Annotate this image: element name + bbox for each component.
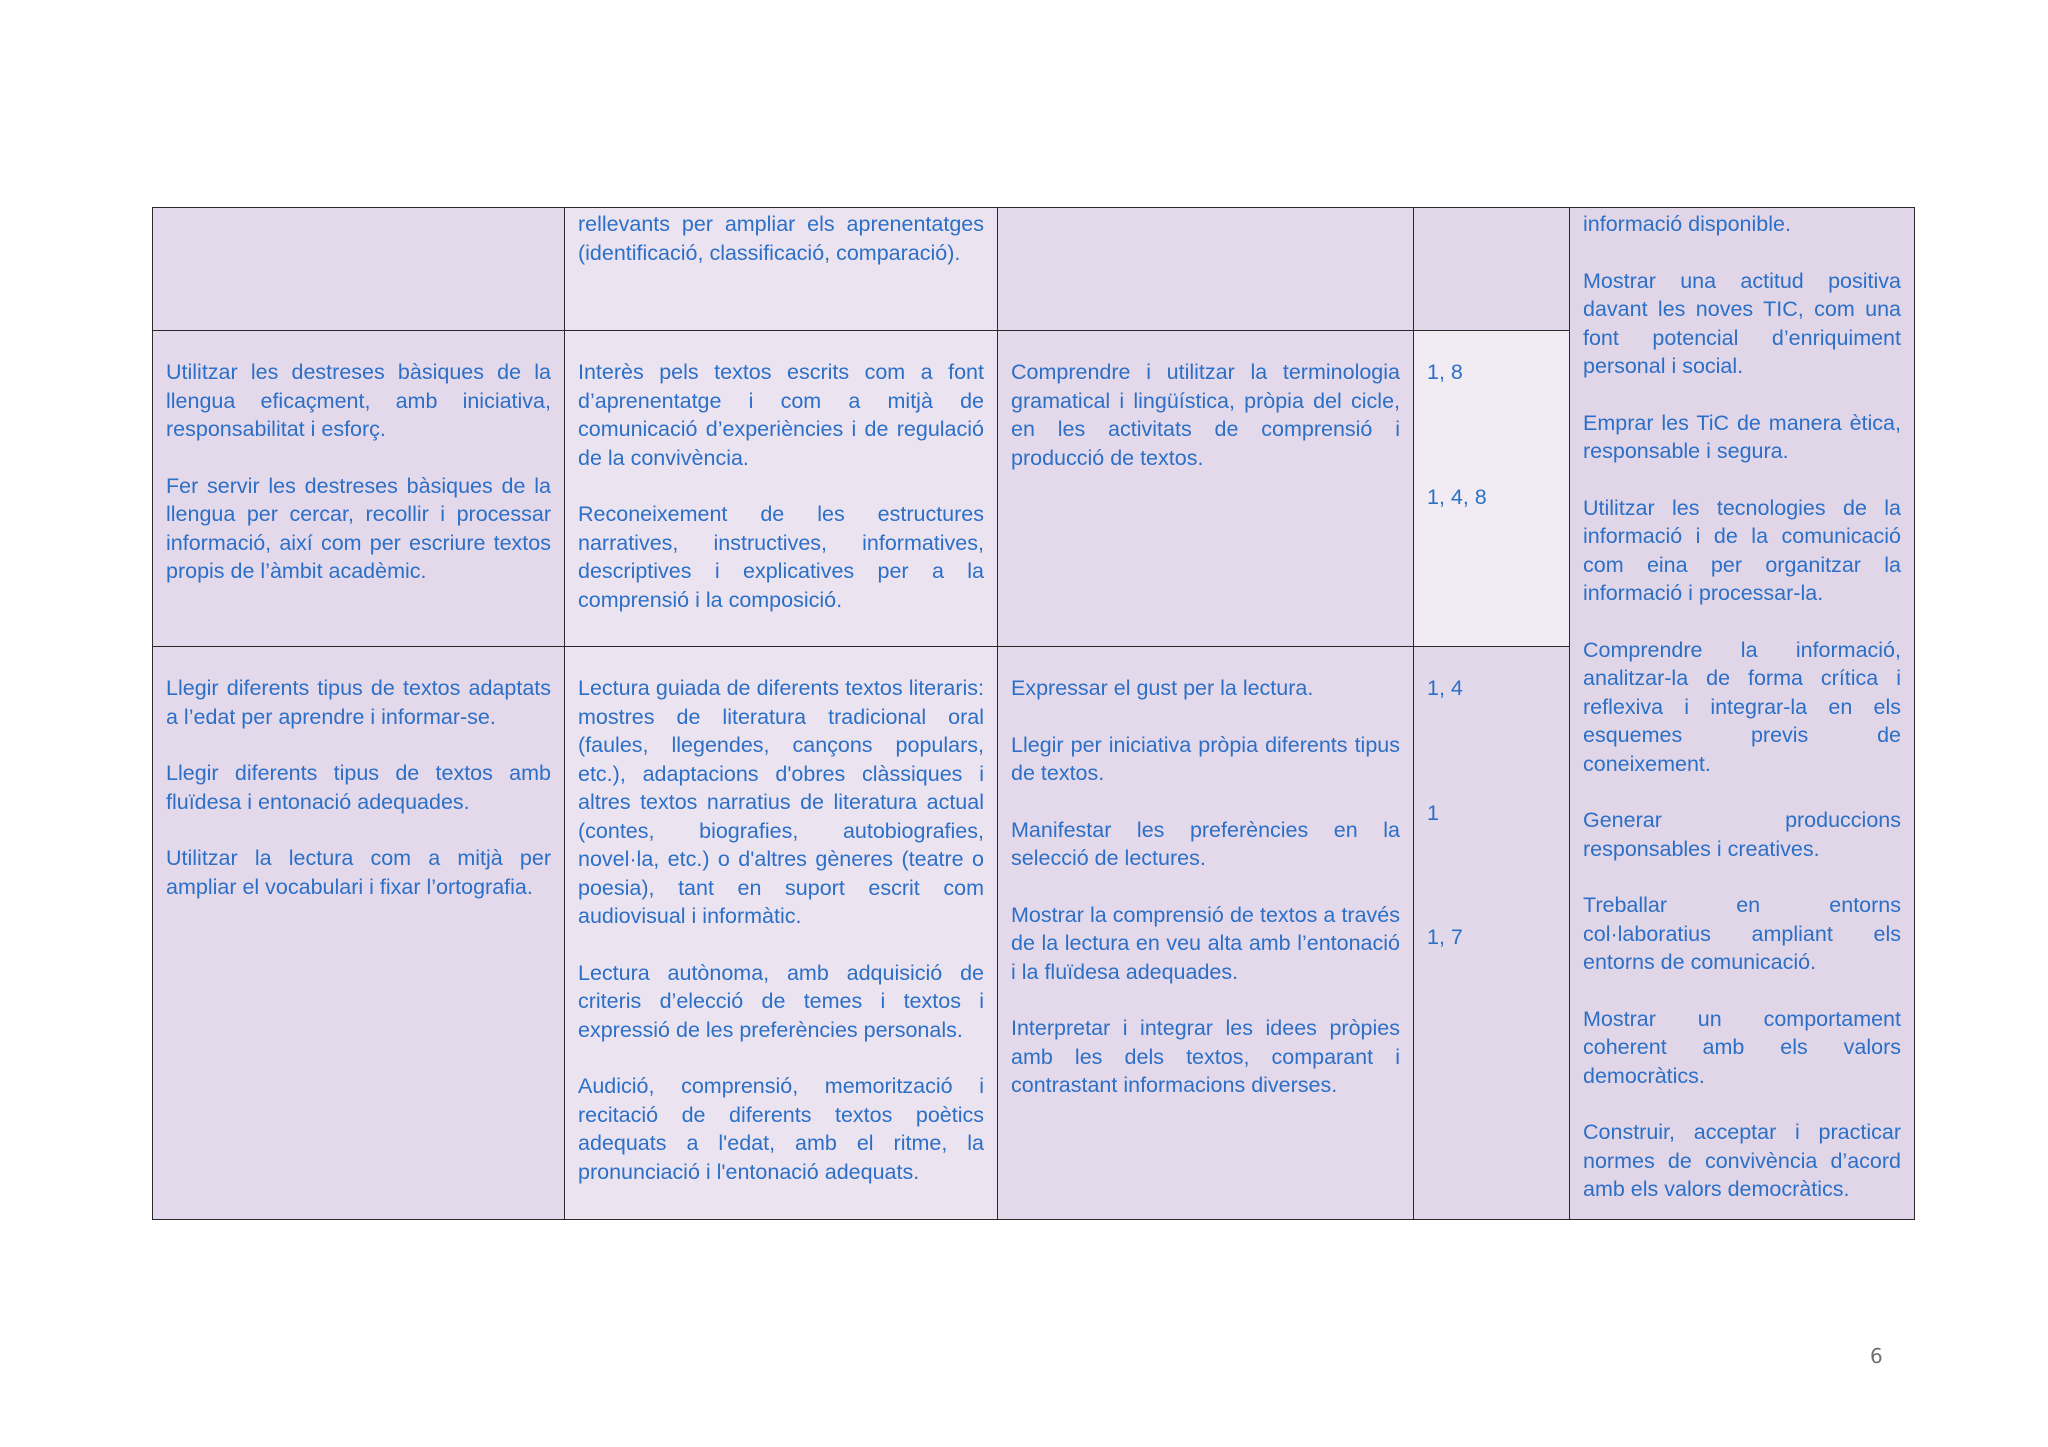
objectives-cell [153,331,565,647]
ict-text: Construir, acceptar i practicar normes de convivència d’acord amb els valors democràtics. [1583,1120,1901,1201]
contents-cell [565,208,998,331]
objective-text: Llegir diferents tipus de textos adaptats a l’edat per aprendre i informar-se. [166,676,551,729]
objective-text: Fer servir les destreses bàsiques de la llengua per cercar, recollir i processar informació, així com per escriure textos propis de l’àmbit acadèmic. [166,473,551,583]
content-text: Lectura autònoma, amb adquisició de criteris d’elecció de temes i textos i expressió de les preferències personals. [578,960,984,1042]
objectives-cell [153,647,565,1220]
criteria-text: Expressar el gust per la lectura. [1011,676,1314,700]
ict-competences-cell [1570,208,1915,1220]
content-text: rellevants per ampliar els aprenentatges (identificació, classificació, comparació). [578,212,984,265]
competence-numbers: 1, 4, 8 [1427,484,1487,509]
ict-text: Mostrar un comportament coherent amb els valors democràtics. [1583,1006,1901,1088]
competence-numbers: 1 [1427,800,1439,825]
ict-text: Comprendre la informació, analitzar-la de forma crítica i reflexiva i integrar-la en els esquemes previs de coneixement. [1583,637,1901,776]
criteria-cell [998,331,1414,647]
competences-cell [1414,331,1570,647]
ict-text: Emprar les TiC de manera ètica, responsable i segura. [1583,410,1901,463]
criteria-cell [998,647,1414,1220]
competences-cell [1414,208,1570,331]
table-row [153,208,1915,331]
criteria-text: Llegir per iniciativa pròpia diferents tipus de textos. [1011,732,1400,785]
competence-numbers: 1, 8 [1427,360,1463,384]
ict-text: Utilitzar les tecnologies de la informació i de la comunicació com eina per organitzar la informació i processar-la. [1583,495,1901,605]
contents-cell [565,331,998,647]
content-text: Audició, comprensió, memorització i recitació de diferents textos poètics adequats a l'edat, amb el ritme, la pronunciació i l'entonació adequats. [578,1074,984,1184]
content-text: Interès pels textos escrits com a font d’aprenentatge i com a mitjà de comunicació d’experiències i de regulació de la convivència. [578,360,984,470]
ict-text: Generar produccions responsables i creatives. [1583,808,1901,861]
content-text: Reconeixement de les estructures narratives, instructives, informatives, descriptives i explicatives per a la comprensió i la composició. [578,502,984,612]
criteria-text: Mostrar la comprensió de textos a través de la lectura en veu alta amb l’entonació i la fluïdesa adequades. [1011,902,1400,984]
criteria-text: Interpretar i integrar les idees pròpies amb les dels textos, comparant i contrastant informacions diverses. [1011,1016,1400,1097]
objective-text: Llegir diferents tipus de textos amb fluïdesa i entonació adequades. [166,761,551,814]
competence-numbers: 1, 7 [1427,925,1463,949]
ict-text: Treballar en entorns col·laboratius ampliant els entorns de comunicació. [1583,893,1901,974]
objective-text: Utilitzar la lectura com a mitjà per ampliar el vocabulari i fixar l’ortografia. [166,846,551,899]
curriculum-table [152,207,1915,1220]
contents-cell [565,647,998,1220]
page-number: 6 [1870,1344,1883,1368]
objectives-cell [153,208,565,331]
criteria-text: Manifestar les preferències en la selecció de lectures. [1011,817,1400,870]
ict-text: informació disponible. [1583,212,1791,236]
competences-cell [1414,647,1570,1220]
criteria-cell [998,208,1414,331]
content-text: Lectura guiada de diferents textos literaris: mostres de literatura tradicional oral (faules, llegendes, cançons populars, etc.), adaptacions d'obres clàssiques i altres textos narratius de literatura actual (contes, biografies, autobiografies, novel·la, etc.) o d'altres gèneres (teatre o poesia), tant en suport escrit com audiovisual i informàtic. [578,676,984,928]
objective-text: Utilitzar les destreses bàsiques de la llengua eficaçment, amb iniciativa, responsabilitat i esforç. [166,360,551,441]
ict-text: Mostrar una actitud positiva davant les noves TIC, com una font potencial d’enriquiment personal i social. [1583,268,1901,378]
criteria-text: Comprendre i utilitzar la terminologia gramatical i lingüística, pròpia del cicle, en les activitats de comprensió i producció de textos. [1011,360,1400,470]
competence-numbers: 1, 4 [1427,676,1463,700]
